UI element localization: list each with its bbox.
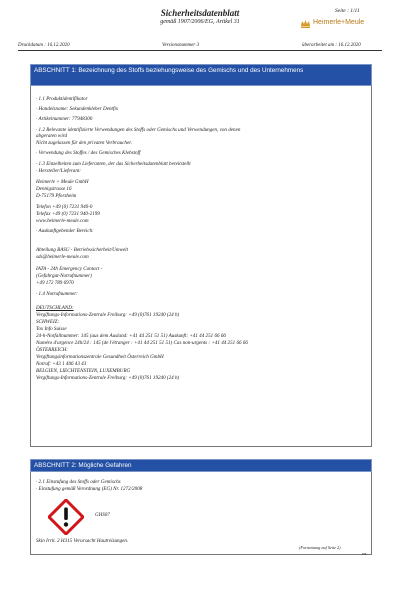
s1-line: Nicht zugelassen für den privaten Verbraucher. — [36, 140, 132, 146]
company-logo — [300, 17, 392, 31]
s1-line: Abteilung BASU - Betriebssicherheit/Umwelt — [36, 247, 129, 253]
contact-email[interactable]: sds@heimerle-meule.com — [36, 254, 89, 260]
s1-line: · 1.3 Einzelheiten zum Lieferanten, der das Sicherheitsdatenblatt bereitstellt — [36, 161, 191, 167]
s1-line: · Hersteller/Lieferant: — [36, 168, 81, 174]
s1-line: · 1.2 Relevante identifizierte Verwendungen des Stoffs oder Gemischs und Verwendungen, von denen — [36, 127, 241, 133]
s1-line: Vergiftungs-Informations-Zentrale Freiburg: +49 (0)761 19240 (24 h) — [36, 312, 180, 318]
s1-line: Tox Info Suisse — [36, 326, 67, 332]
s1-line: · Handelsname: Sekundenkleber Dentfix — [36, 106, 119, 112]
revision-date: überarbeitet am : 16.12.2020 — [302, 43, 361, 48]
s1-line: · 1.4 Notrufnummer: — [36, 291, 78, 297]
s1-line: · Artikelnummer: 77948300 — [36, 116, 93, 122]
s1-line: BELGIEN, LIECHTENSTEIN, LUXEMBURG — [36, 368, 131, 374]
s1-line: DEUTSCHLAND: — [36, 305, 74, 311]
company-phone: Telefon +49 (0) 7231 940-0 — [36, 204, 93, 210]
crown-icon — [300, 18, 311, 29]
s1-line: Vergiftungs-Informations-Zentrale Freiburg: +49 (0)761 19240 (24 h) — [36, 375, 180, 381]
version-number: Versionsnummer 3 — [162, 43, 200, 48]
s1-line: SCHWEIZ: — [36, 319, 60, 325]
logo-text: Heimerle+Meule — [313, 19, 365, 26]
document-title: Sicherheitsdatenblatt — [160, 8, 240, 18]
ghs-code: GHS07 — [95, 513, 110, 518]
s1-line: Notruf: +43 1 406 43 43 — [36, 361, 87, 367]
s1-line: abgeraten wird — [36, 133, 68, 139]
ghs07-exclamation-icon — [48, 499, 84, 535]
s1-line: IATA - 24h Emergency Contact - — [36, 266, 103, 272]
header-divider — [18, 50, 382, 51]
s1-line: · 1.1 Produktidentifikator — [36, 96, 88, 102]
s1-line: Numéro d'urgence 24h/24 : 145 (de l'étranger : +41 44 251 51 51) Cas non-urgents : +41 44 251 66 66 — [36, 340, 248, 346]
company-fax: Telefax +49 (0) 7231 940-2199 — [36, 211, 100, 217]
s1-line: 24-h-Notfallnummer: 145 (aus dem Ausland: +41 44 251 51 51) Auskunft: +41 44 251 66 66 — [36, 333, 226, 339]
s1-line: · Verwendung des Stoffes / des Gemisches Klebstoff — [36, 150, 141, 156]
print-date: Druckdatum : 16.12.2020 — [18, 43, 70, 48]
document-subtitle: gemäß 1907/2006/EG, Artikel 31 — [160, 19, 240, 25]
hazard-statement: Skin Irrit. 2 H315 Verursacht Hautreizungen. — [36, 538, 129, 544]
emergency-phone: +49 172 789 6970 — [36, 280, 74, 286]
s1-line: · Auskunftgebender Bereich: — [36, 228, 94, 234]
s1-line: (Gefahrgut-Notrufnummer) — [36, 273, 92, 279]
company-city: D-75179 Pforzheim — [36, 193, 77, 199]
page-number: Seite : 1/11 — [335, 8, 360, 14]
section-1-heading: ABSCHNITT 1: Bezeichnung des Stoffs beziehungsweise des Gemischs und des Unternehmens — [30, 64, 372, 86]
s2-line: · 2.1 Einstufung des Stoffs oder Gemischs — [36, 479, 121, 485]
section-2-heading: ABSCHNITT 2: Mögliche Gefahren — [30, 459, 372, 472]
company-name: Heimerle + Meule GmbH — [36, 179, 89, 185]
company-website[interactable]: www.heimerle-meule.com — [36, 218, 89, 224]
language-code: DE — [362, 552, 367, 556]
s2-line: · Einstufung gemäß Verordnung (EG) Nr. 1272/2008 — [36, 486, 143, 492]
s1-line: ÖSTERREICH: — [36, 347, 68, 353]
company-street: Dennigstrasse 16 — [36, 186, 72, 192]
continuation-note: (Fortsetzung auf Seite 2) — [299, 545, 341, 550]
s1-line: Vergiftungsinformationszentrale Gesundheit Österreich GmbH — [36, 354, 164, 360]
